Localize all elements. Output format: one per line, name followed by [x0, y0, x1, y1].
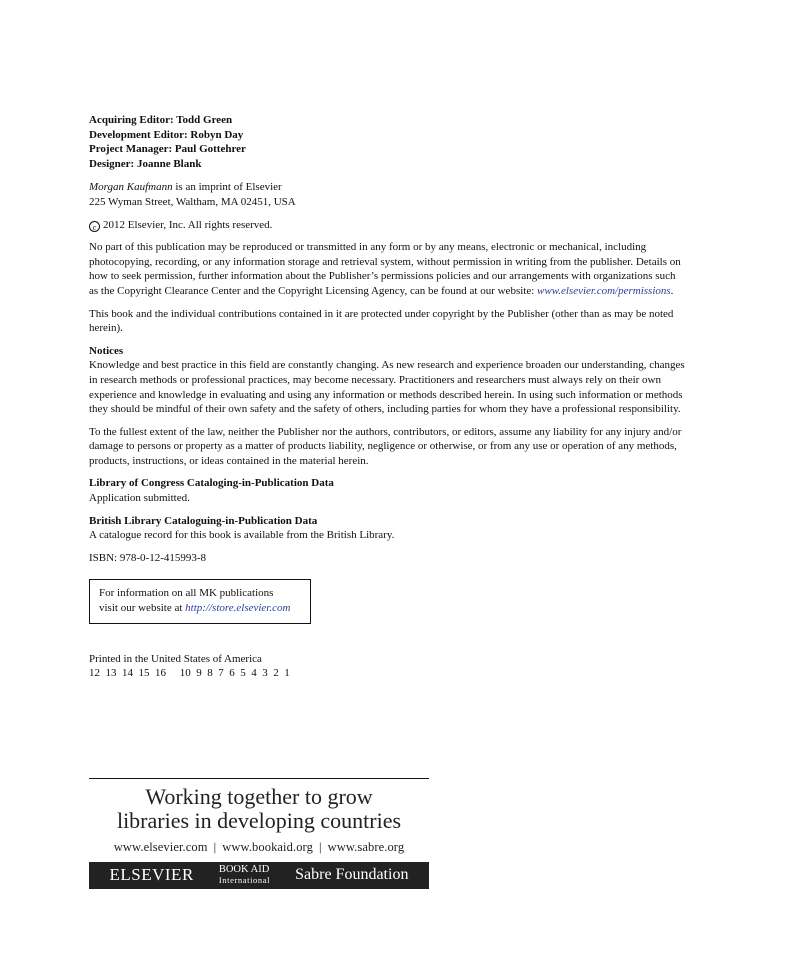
info-line-2 — [99, 601, 301, 616]
info-line-1: For information on all MK publications — [99, 587, 274, 600]
imprint-name: Morgan Kaufmann — [89, 181, 173, 194]
printed-in: Printed in the United States of America — [89, 652, 262, 665]
book-aid-logo-bottom: International — [218, 875, 271, 886]
development-editor: Development Editor: Robyn Day — [89, 128, 244, 141]
imprint-text: is an imprint of Elsevier — [172, 181, 282, 194]
book-aid-banner — [89, 778, 429, 889]
sabre-foundation-logo: Sabre Foundation — [295, 865, 409, 883]
banner-heading-line-2: libraries in developing countries — [116, 808, 402, 833]
copyright-line — [89, 218, 685, 233]
banner-urls — [89, 840, 429, 855]
copyright-icon: c — [89, 221, 100, 232]
printing-numbers: 12 13 14 15 16 10 9 8 7 6 5 4 3 2 1 — [89, 667, 290, 680]
loc-heading: Library of Congress Cataloging-in-Publication Data — [89, 477, 334, 490]
publisher-address: 225 Wyman Street, Waltham, MA 02451, USA — [89, 195, 296, 208]
info-line-2-text: visit our website at — [99, 602, 186, 615]
url-separator: | — [213, 840, 217, 854]
project-manager: Project Manager: Paul Gottehrer — [89, 143, 246, 156]
bl-heading: British Library Cataloguing-in-Publication Data — [89, 514, 318, 527]
permissions-paragraph — [89, 240, 685, 298]
permissions-link[interactable]: www.elsevier.com/permissions — [537, 284, 671, 297]
banner-heading — [89, 785, 429, 833]
protection-paragraph: This book and the individual contributions contained in it are protected under copyright by the Publisher (other than as may be noted herein). — [89, 307, 674, 335]
imprint-line — [89, 180, 685, 195]
book-aid-logo — [219, 865, 270, 885]
url-separator: | — [318, 840, 322, 854]
store-link[interactable]: http://store.elsevier.com — [185, 602, 291, 615]
book-aid-logo-top: BOOK AID — [218, 864, 270, 876]
elsevier-url[interactable]: www.elsevier.com — [113, 840, 208, 854]
credits-block — [89, 113, 685, 171]
copyright-text: 2012 Elsevier, Inc. All rights reserved. — [103, 218, 273, 231]
notices-paragraph-2: To the fullest extent of the law, neither the Publisher nor the authors, contributors, or editors, assume any liability for any injury and/or damage to persons or property as a matter of products liability, negligence or otherwise, or from any use or operation of any methods, products, instructions, or ideas contained in the material herein. — [89, 425, 682, 467]
designer: Designer: Joanne Blank — [89, 157, 202, 170]
banner-rule — [89, 778, 429, 779]
acquiring-editor: Acquiring Editor: Todd Green — [89, 114, 233, 126]
isbn: ISBN: 978-0-12-415993-8 — [89, 551, 207, 564]
copyright-page — [89, 113, 685, 681]
banner-heading-line-1: Working together to grow — [145, 784, 373, 809]
bl-text: A catalogue record for this book is available from the British Library. — [89, 529, 395, 542]
permissions-text: No part of this publication may be reproduced or transmitted in any form or by any means, electronic or mechanical, including photocopying, recording, or any information storage and retrieval system, without permission in writing from the publisher. Details on how to seek permission, further information about the Publisher’s permissions policies and our arrangements with organizations such as the Copyright Clearance Center and the Copyright Licensing Agency, can be found at our website: — [89, 241, 681, 297]
info-box — [89, 579, 311, 623]
banner-logo-bar — [89, 862, 429, 889]
loc-text: Application submitted. — [89, 492, 190, 505]
notices-paragraph-1: Knowledge and best practice in this field are constantly changing. As new research and experience broaden our understanding, changes in research methods or professional practices, may become necessary. Practitioners and researchers must always rely on their own experience and knowledge in evaluating and using any information or methods described herein. In using such information or methods they should be mindful of their own safety and the safety of others, including parties for whom they have a professional responsibility. — [89, 359, 685, 416]
notices-heading: Notices — [89, 344, 124, 357]
elsevier-logo: ELSEVIER — [109, 864, 194, 884]
sabre-url[interactable]: www.sabre.org — [327, 840, 405, 854]
permissions-end: . — [670, 284, 674, 297]
bookaid-url[interactable]: www.bookaid.org — [222, 840, 313, 854]
